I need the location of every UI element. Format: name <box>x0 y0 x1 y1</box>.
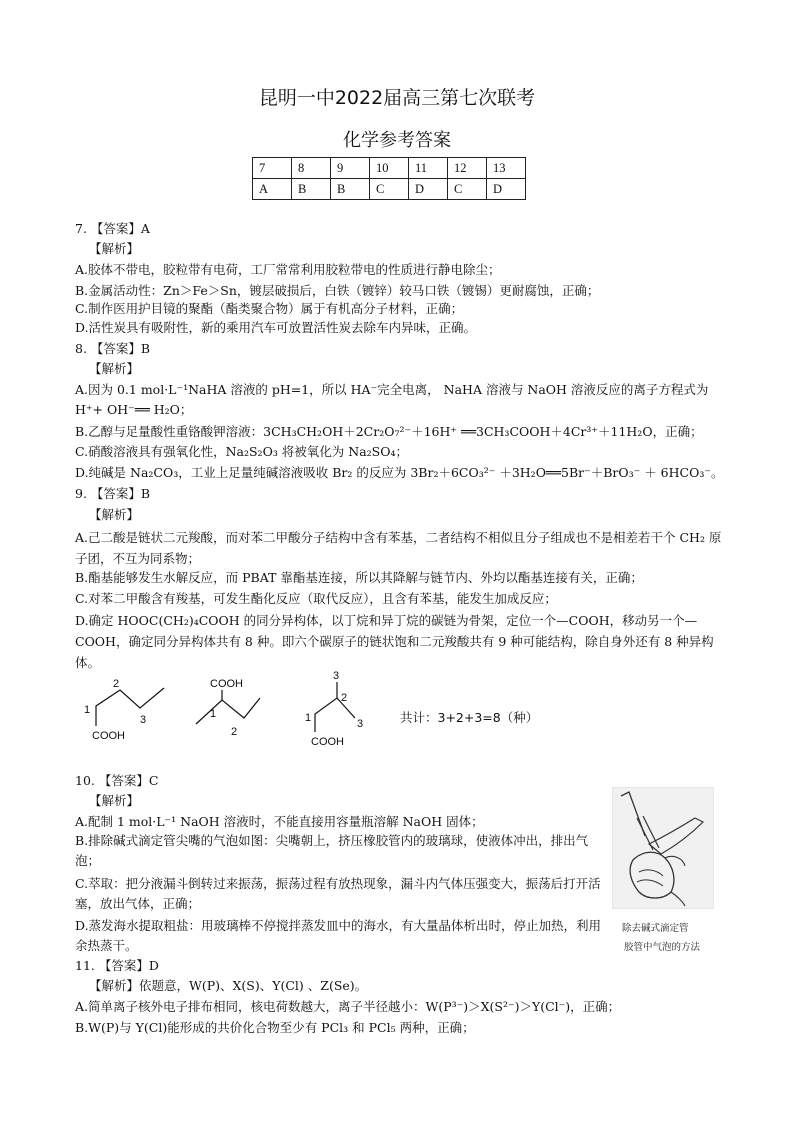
figure-caption-line2: 胶管中气泡的方法 <box>624 942 701 953</box>
carbon-number-label: 1 <box>84 704 91 716</box>
carbon-number-label: 2 <box>113 678 120 690</box>
q10-answer-heading: 10. 【答案】C <box>75 773 159 788</box>
q8-option-c: C.硝酸溶液具有强氧化性，Na₂S₂O₃ 将被氧化为 Na₂SO₄； <box>75 444 408 459</box>
answer-table-answer-row <box>253 179 526 200</box>
q7-option-c: C.制作医用护目镜的聚酯（酯类聚合物）属于有机高分子材料，正确； <box>75 301 464 316</box>
burette-figure <box>612 787 714 909</box>
answer-letter: D <box>487 179 526 200</box>
question-number: 7 <box>253 158 292 179</box>
q9-answer-heading: 9. 【答案】B <box>75 486 151 501</box>
question-number: 12 <box>448 158 487 179</box>
isomer-structure-2 <box>190 678 270 748</box>
carbon-number-label: 3 <box>333 670 340 682</box>
page-subtitle: 化学参考答案 <box>343 130 451 151</box>
question-number: 9 <box>331 158 370 179</box>
q11-answer-heading: 11. 【答案】D <box>75 958 159 973</box>
q8-option-a-line2: H⁺+ OH⁻══ H₂O； <box>75 402 193 417</box>
q10-analysis-label: 【解析】 <box>89 793 140 808</box>
cooh-label: COOH <box>210 678 243 690</box>
cooh-label: COOH <box>311 736 344 748</box>
q8-analysis-label: 【解析】 <box>89 361 140 376</box>
q8-option-a-line1: A.因为 0.1 mol·L⁻¹NaHA 溶液的 pH=1，所以 HA⁻完全电离， NaHA 溶液与 NaOH 溶液反应的离子方程式为 <box>75 382 709 397</box>
q9-option-c: C.对苯二甲酸含有羧基，可发生酯化反应（取代反应），且含有苯基，能发生加成反应； <box>75 591 557 606</box>
q10-option-c: C.萃取：把分液漏斗倒转过来振荡，振荡过程有放热现象，漏斗内气体压强变大，振荡后打开活塞，放出气体，正确； <box>75 876 601 911</box>
burette-bubble-removal-illustration <box>613 788 713 908</box>
question-number: 10 <box>370 158 409 179</box>
isomer-count: 共计：3+2+3=8（种） <box>400 710 539 725</box>
carbon-number-label: 1 <box>210 708 217 720</box>
cooh-label: COOH <box>92 730 125 742</box>
q10-option-b: B.排除碱式滴定管尖嘴的气泡如图：尖嘴朝上，挤压橡胶管内的玻璃球，使液体冲出，排出气泡； <box>75 833 589 868</box>
q9-analysis-label: 【解析】 <box>89 507 140 522</box>
q11-analysis-label: 【解析】依题意，W(P)、X(S)、Y(Cl) 、Z(Se)。 <box>89 978 368 993</box>
answer-letter: C <box>448 179 487 200</box>
q11-option-b: B.W(P)与 Y(Cl)能形成的共价化合物至少有 PCl₃ 和 PCl₅ 两种，正确； <box>75 1020 475 1035</box>
answer-letter: A <box>253 179 292 200</box>
answer-letter: B <box>331 179 370 200</box>
q10-option-a: A.配制 1 mol·L⁻¹ NaOH 溶液时，不能直接用容量瓶溶解 NaOH 固体； <box>75 814 484 829</box>
q7-answer-heading: 7. 【答案】A <box>75 221 150 236</box>
q7-option-a: A.胶体不带电，胶粒带有电荷，工厂常常利用胶粒带电的性质进行静电除尘； <box>75 262 501 277</box>
page-title: 昆明一中2022届高三第七次联考 <box>258 87 536 109</box>
isomer-structure-1 <box>82 678 192 748</box>
q7-option-d: D.活性炭具有吸附性，新的乘用汽车可放置活性炭去除车内异味，正确。 <box>75 320 477 335</box>
q8-option-d: D.纯碱是 Na₂CO₃，工业上足量纯碱溶液吸收 Br₂ 的反应为 3Br₂＋6CO₃²⁻ ＋3H₂O══5Br⁻＋BrO₃⁻ ＋ 6HCO₃⁻。 <box>75 465 724 480</box>
q8-answer-heading: 8. 【答案】B <box>75 341 151 356</box>
q11-option-a: A.简单离子核外电子排布相同，核电荷数越大，离子半径越小：W(P³⁻)＞X(S²⁻)＞Y(Cl⁻)，正确； <box>75 999 621 1014</box>
q9-option-d: D.确定 HOOC(CH₂)₄COOH 的同分异构体，以丁烷和异丁烷的碳链为骨架，定位一个—COOH，移动另一个—COOH，确定同分异构体共有 8 种。即六个碳原子的链状饱和二元羧酸共有 9 种可能结构，除自身外还有 8 种异构体。 <box>75 613 714 670</box>
q10-option-d: D.蒸发海水提取粗盐：用玻璃棒不停搅拌蒸发皿中的海水，有大量晶体析出时，停止加热，利用余热蒸干。 <box>75 918 602 953</box>
answer-table-question-row <box>253 158 526 179</box>
answer-letter: B <box>292 179 331 200</box>
carbon-number-label: 1 <box>305 712 312 724</box>
q9-option-a: A.己二酸是链状二元羧酸，而对苯二甲酸分子结构中含有苯基，二者结构不相似且分子组成也不是相差若干个 CH₂ 原子团，不互为同系物； <box>75 530 722 566</box>
question-number: 8 <box>292 158 331 179</box>
q8-option-b: B.乙醇与足量酸性重铬酸钾溶液：3CH₃CH₂OH＋2Cr₂O₇²⁻＋16H⁺ ══3CH₃COOH＋4Cr³⁺＋11H₂O，正确； <box>75 424 703 439</box>
carbon-number-label: 2 <box>341 692 348 704</box>
carbon-number-label: 2 <box>231 726 238 738</box>
answer-letter: C <box>370 179 409 200</box>
answer-letter: D <box>409 179 448 200</box>
isomer-structure-3 <box>305 670 385 755</box>
question-number: 13 <box>487 158 526 179</box>
carbon-number-label: 3 <box>357 718 364 730</box>
question-number: 11 <box>409 158 448 179</box>
q9-option-b: B.酯基能够发生水解反应，而 PBAT 靠酯基连接，所以其降解与链节内、外均以酯基连接有关，正确； <box>75 570 643 585</box>
answer-table <box>252 157 526 200</box>
q7-analysis-label: 【解析】 <box>89 241 140 256</box>
figure-caption-line1: 除去碱式滴定管 <box>622 923 689 934</box>
q7-option-b: B.金属活动性：Zn＞Fe＞Sn，镀层破损后，白铁（镀锌）较马口铁（镀锡）更耐腐蚀，正确； <box>75 283 600 298</box>
carbon-number-label: 3 <box>140 714 147 726</box>
